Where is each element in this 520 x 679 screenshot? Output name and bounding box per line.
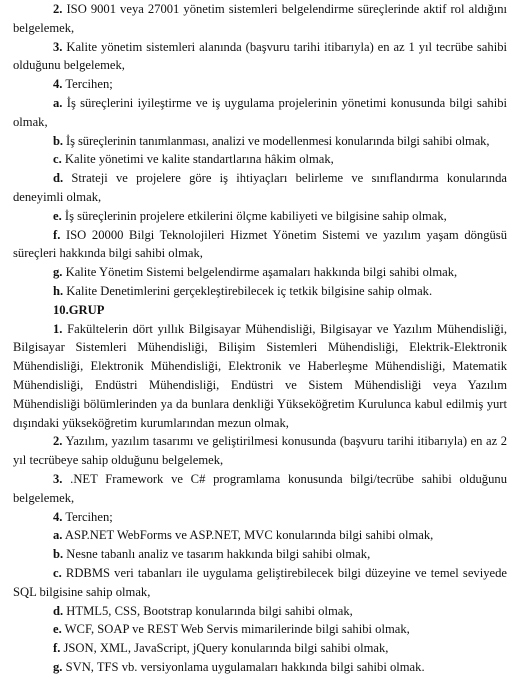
item-text: JSON, XML, JavaScript, jQuery konularında bilgi sahibi olmak, — [60, 641, 389, 656]
item-text: İş süreçlerinin tanımlanması, analizi ve modellenmesi konularında bilgi sahibi olmak, — [62, 133, 490, 148]
paragraph-sub-d — [0, 169, 520, 207]
item-marker: 2. — [53, 2, 63, 16]
paragraph-item-1 — [0, 320, 520, 433]
paragraph-item-3 — [0, 470, 520, 508]
paragraph-sub-a — [0, 94, 520, 132]
item-text: ASP.NET WebForms ve ASP.NET, MVC konularında bilgi sahibi olmak, — [62, 528, 434, 543]
section-heading: 10.GRUP — [53, 302, 105, 317]
paragraph-item-2 — [0, 432, 520, 470]
item-text: İş süreçlerini iyileştirme ve iş uygulama projelerinin yönetimi konusunda bilgi sahibi olmak, — [13, 95, 507, 129]
paragraph-sub-b — [0, 545, 520, 564]
item-marker: 4. — [53, 77, 63, 92]
item-marker: h. — [53, 283, 64, 298]
paragraph-sub-g — [0, 658, 520, 677]
item-marker: 4. — [53, 509, 63, 524]
item-text: RDBMS veri tabanları ile uygulama geliştirebilecek bilgi düzeyine ve temel seviyede SQL bilgisine sahip olmak, — [13, 565, 507, 599]
item-marker: d. — [53, 603, 64, 618]
item-text: İş süreçlerinin projelere etkilerini ölçme kabiliyeti ve bilgisine sahip olmak, — [61, 208, 447, 223]
paragraph-item-2 — [0, 0, 520, 38]
item-marker: 3. — [53, 39, 63, 54]
item-text: WCF, SOAP ve REST Web Servis mimarilerinde bilgi sahibi olmak, — [61, 622, 410, 637]
paragraph-item-4 — [0, 508, 520, 527]
item-text: Yazılım, yazılım tasarımı ve geliştirilmesi konusunda (başvuru tarihi itibarıyla) en az 2 yıl tecrübeye sahip olduğunu belgelemek, — [13, 434, 507, 468]
item-text: Strateji ve projelere göre iş ihtiyaçları belirleme ve sınıflandırma konularında deneyimli olmak, — [13, 171, 507, 204]
item-marker: 2. — [53, 434, 63, 449]
item-marker: f. — [53, 641, 61, 656]
item-marker: a. — [53, 528, 63, 543]
item-marker: a. — [53, 95, 63, 110]
item-text: Kalite yönetim sistemleri alanında (başvuru tarihi itibarıyla) en az 1 yıl tecrübe sahibi olduğunu belgelemek, — [13, 39, 507, 73]
item-text: .NET Framework ve C# programlama konusunda bilgi/tecrübe sahibi olduğunu belgelemek, — [13, 471, 507, 505]
paragraph-sub-f — [0, 226, 520, 264]
paragraph-sub-h — [0, 282, 520, 301]
paragraph-sub-g — [0, 263, 520, 282]
paragraph-item-3 — [0, 38, 520, 76]
paragraph-sub-d — [0, 602, 520, 621]
item-text: Tercihen; — [62, 509, 113, 524]
item-marker: g. — [53, 659, 63, 674]
item-text: ISO 20000 Bilgi Teknolojileri Hizmet Yönetim Sistemi ve yazılım yaşam döngüsü süreçleri hakkında bilgi sahibi olmak, — [13, 227, 507, 261]
paragraph-sub-e — [0, 620, 520, 639]
item-marker: 1. — [53, 321, 63, 336]
paragraph-sub-b — [0, 132, 520, 151]
item-text: ISO 9001 veya 27001 yönetim sistemleri belgelendirme süreçlerinde aktif rol aldığını belgelemek, — [13, 2, 507, 35]
item-marker: g. — [53, 265, 63, 280]
paragraph-sub-f — [0, 639, 520, 658]
item-text: Kalite Denetimlerini gerçekleştirebilecek iç tetkik bilgisine sahip olmak. — [63, 283, 433, 298]
item-text: Tercihen; — [62, 77, 113, 92]
item-text: Nesne tabanlı analiz ve tasarım hakkında bilgi sahibi olmak, — [63, 547, 371, 562]
item-marker: f. — [53, 227, 61, 242]
item-marker: c. — [53, 565, 62, 580]
item-marker: 3. — [53, 471, 63, 486]
item-marker: e. — [53, 622, 62, 637]
item-text: Kalite yönetimi ve kalite standartlarına hâkim olmak, — [61, 152, 334, 167]
item-text: HTML5, CSS, Bootstrap konularında bilgi sahibi olmak, — [63, 603, 353, 618]
item-text: Kalite Yönetim Sistemi belgelendirme aşamaları hakkında bilgi sahibi olmak, — [62, 265, 458, 280]
paragraph-sub-a — [0, 526, 520, 545]
paragraph-sub-e — [0, 207, 520, 226]
paragraph-item-4 — [0, 75, 520, 94]
item-marker: d. — [53, 171, 64, 186]
item-text: Fakültelerin dört yıllık Bilgisayar Mühendisliği, Bilgisayar ve Yazılım Mühendisliği, Bilgisayar Sistemleri Mühendisliği, Bilişim Sistemleri Mühendisliği, Elektrik-Elektronik Mühendisliği, Elektronik Mühendisliği, Elektronik ve Haberleşme Mühendisliği, Matematik Mühendisliği, Endüstri Mühendisliği, Endüstri ve Sistem Mühendisliği veya Yazılım Mühendisliği bölümlerinden ya da bunlara denkliği Yükseköğretim Kurulunca kabul edilmiş yurt dışındaki yükseköğretim kurumlarından mezun olmak, — [13, 321, 507, 430]
paragraph-sub-c — [0, 564, 520, 602]
paragraph-sub-c — [0, 150, 520, 169]
item-marker: e. — [53, 208, 62, 223]
item-marker: c. — [53, 152, 62, 167]
item-marker: b. — [53, 547, 64, 562]
item-marker: b. — [53, 133, 63, 148]
item-text: SVN, TFS vb. versiyonlama uygulamaları hakkında bilgi sahibi olmak. — [62, 659, 425, 674]
